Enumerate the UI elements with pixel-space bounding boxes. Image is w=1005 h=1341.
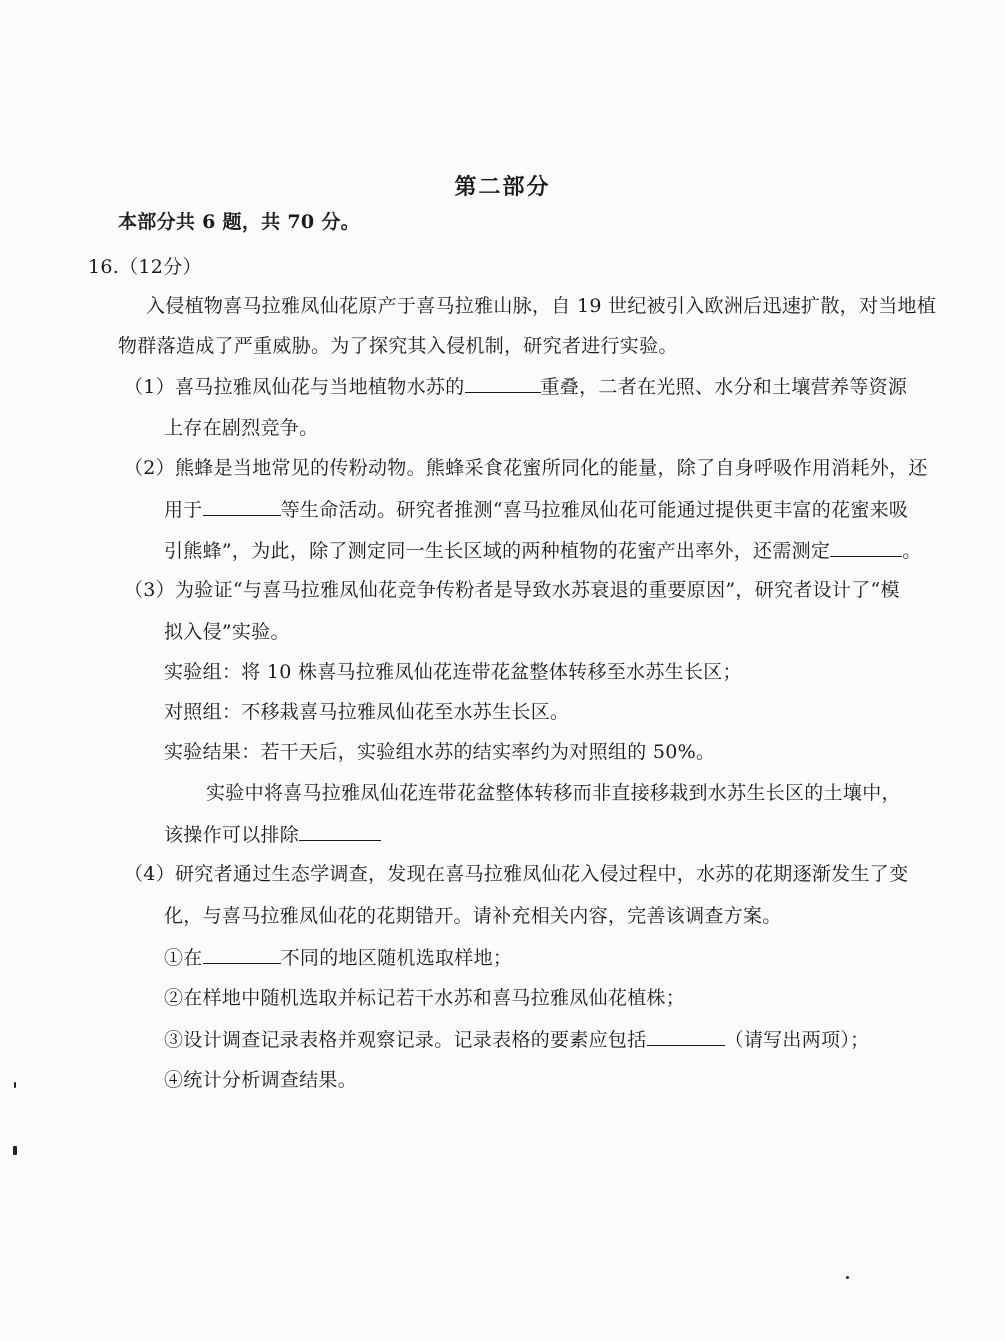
- q1-text-a: （1）喜马拉雅凤仙花与当地植物水苏的: [124, 376, 465, 398]
- q1-answer-blank[interactable]: [465, 374, 541, 393]
- q3-line-6: 实验中将喜马拉雅凤仙花连带花盆整体转移而非直接移栽到水苏生长区的土壤中，: [206, 782, 901, 804]
- q2-line-3: [164, 538, 922, 563]
- q4-step1-text-a: ①在: [164, 947, 203, 969]
- q4-step-3: [164, 1027, 869, 1052]
- q2-text-b2: 等生命活动。研究者推测“喜马拉雅凤仙花可能通过提供更丰富的花蜜来吸: [280, 499, 909, 521]
- q3-answer-blank[interactable]: [299, 822, 381, 841]
- q1-line-1: [124, 374, 907, 399]
- q4-step-2: ②在样地中随机选取并标记若干水苏和喜马拉雅凤仙花植株；: [164, 987, 686, 1009]
- scan-speck: [14, 1082, 16, 1088]
- q1-text-b: 重叠，二者在光照、水分和土壤营养等资源: [540, 376, 908, 398]
- q2-text-c1: 引熊蜂”，为此，除了测定同一生长区域的两种植物的花蜜产出率外，还需测定: [164, 540, 831, 562]
- q2-text-b1: 用于: [164, 499, 203, 521]
- scan-speck: [846, 1276, 849, 1279]
- q2-line-1: （2）熊蜂是当地常见的传粉动物。熊蜂采食花蜜所同化的能量，除了自身呼吸作用消耗外，还: [124, 457, 928, 479]
- section-intro: 本部分共 6 题，共 70 分。: [118, 211, 360, 233]
- q2-line-2: [164, 497, 908, 522]
- q3-line-1: （3）为验证“与喜马拉雅凤仙花竞争传粉者是导致水苏衰退的重要原因”，研究者设计了“模: [124, 579, 900, 601]
- q4-step-4: ④统计分析调查结果。: [164, 1069, 358, 1091]
- question-stem-line-1: 入侵植物喜马拉雅凤仙花原产于喜马拉雅山脉，自 19 世纪被引入欧洲后迅速扩散，对当地植: [146, 295, 937, 317]
- q4-answer-blank-2[interactable]: [647, 1027, 725, 1046]
- q4-line-2: 化，与喜马拉雅凤仙花的花期错开。请补充相关内容，完善该调查方案。: [164, 905, 782, 927]
- scan-speck: [13, 1146, 17, 1155]
- question-stem-line-2: 物群落造成了严重威胁。为了探究其入侵机制，研究者进行实验。: [118, 335, 678, 357]
- q3-line-7: [164, 822, 381, 847]
- q3-text-e: 该操作可以排除: [164, 824, 300, 846]
- q4-line-1: （4）研究者通过生态学调查，发现在喜马拉雅凤仙花入侵过程中，水苏的花期逐渐发生了变: [124, 863, 909, 885]
- q3-line-2: 拟入侵”实验。: [164, 621, 290, 643]
- q2-text-c2: 。: [902, 540, 922, 562]
- q3-experiment-group: 实验组：将 10 株喜马拉雅凤仙花连带花盆整体转移至水苏生长区；: [164, 661, 742, 683]
- q4-step3-text-b: （请写出两项）；: [724, 1029, 870, 1051]
- q1-line-2: 上存在剧烈竞争。: [164, 417, 319, 439]
- q3-control-group: 对照组：不移栽喜马拉雅凤仙花至水苏生长区。: [164, 701, 570, 723]
- q3-result: 实验结果：若干天后，实验组水苏的结实率约为对照组的 50%。: [164, 741, 716, 763]
- q2-answer-blank-2[interactable]: [830, 538, 902, 557]
- question-number: 16.（12分）: [88, 256, 202, 278]
- section-title: 第二部分: [454, 174, 551, 200]
- q4-step1-text-b: 不同的地区随机选取样地；: [280, 947, 513, 969]
- q2-answer-blank-1[interactable]: [203, 497, 281, 516]
- q4-answer-blank-1[interactable]: [203, 945, 281, 964]
- q4-step3-text-a: ③设计调查记录表格并观察记录。记录表格的要素应包括: [164, 1029, 647, 1051]
- q4-step-1: [164, 945, 512, 970]
